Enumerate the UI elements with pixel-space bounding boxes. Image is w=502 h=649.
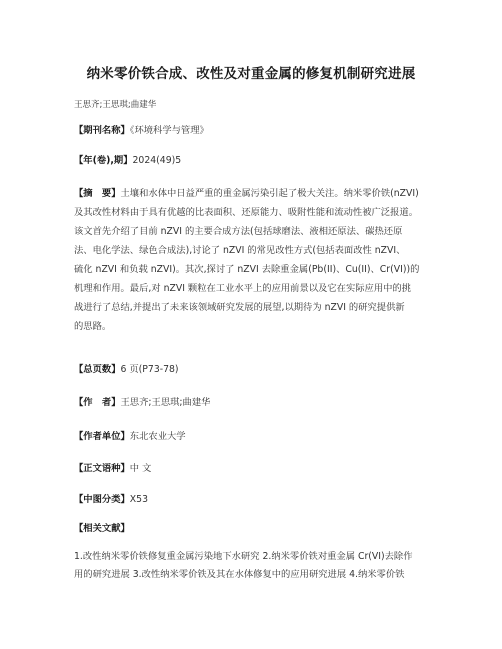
document-title: 纳米零价铁合成、改性及对重金属的修复机制研究进展 <box>86 66 416 82</box>
affiliation-field <box>74 430 186 444</box>
pages-label: 【总页数】 <box>74 364 121 375</box>
classification-value: X53 <box>129 494 148 505</box>
abstract-line: 机理和作用。最后,对 nZVI 颗粒在工业水平上的应用前景以及它在实际应用中的挑 <box>74 283 412 294</box>
journal-label: 【期刊名称】 <box>74 125 130 136</box>
year-issue-field <box>74 154 181 168</box>
abstract-text: 土壤和水体中日益严重的重金属污染引起了极大关注。纳米零价铁(nZVI) <box>120 188 419 199</box>
reference-line: 1.改性纳米零价铁修复重金属污染地下水研究 2.纳米零价铁对重金属 Cr(VI)去除作 <box>74 551 413 562</box>
language-value: 中 文 <box>129 463 152 474</box>
related-field <box>74 522 130 536</box>
reference-line: 用的研究进展 3.改性纳米零价铁及其在水体修复中的应用研究进展 4.纳米零价铁 <box>74 569 405 580</box>
abstract-line: 及其改性材料由于具有优越的比表面积、还原能力、吸附性能和流动性被广泛报道。 <box>74 207 418 218</box>
pages-field <box>74 363 179 377</box>
related-references <box>74 548 434 584</box>
authors-value: 王思齐;王思琪;曲建华 <box>120 397 211 408</box>
abstract-line <box>74 184 434 203</box>
abstract-line: 的思路。 <box>74 321 112 332</box>
classification-label: 【中图分类】 <box>74 494 130 505</box>
related-label: 【相关文献】 <box>74 523 130 534</box>
affiliation-label: 【作者单位】 <box>74 431 130 442</box>
year-issue-label: 【年(卷),期】 <box>74 155 133 166</box>
affiliation-value: 东北农业大学 <box>129 431 186 442</box>
year-issue-value: 2024(49)5 <box>132 155 182 166</box>
language-field <box>74 462 151 476</box>
language-label: 【正文语种】 <box>74 463 130 474</box>
abstract-line: 法、电化学法、绿色合成法),讨论了 nZVI 的常见改性方式(包括表面改性 nZVI、 <box>74 245 406 256</box>
journal-field <box>74 124 209 138</box>
authors-field <box>74 396 210 410</box>
abstract-line: 硫化 nZVI 和负载 nZVI)。其次,探讨了 nZVI 去除重金属(Pb(II)、Cu(II)、Cr(VI))的 <box>74 264 420 275</box>
pages-value: 6 页(P73-78) <box>120 364 179 375</box>
abstract-block <box>74 184 434 336</box>
abstract-label: 【摘 要】 <box>74 188 121 199</box>
authors-label: 【作 者】 <box>74 397 121 408</box>
abstract-line: 战进行了总结,并提出了未来该领域研究发展的展望,以期待为 nZVI 的研究提供新 <box>74 302 405 313</box>
authors-line: 王思齐;王思琪;曲建华 <box>74 100 157 110</box>
classification-field <box>74 493 148 507</box>
journal-value: 《环境科学与管理》 <box>129 125 209 136</box>
abstract-line: 该文首先介绍了目前 nZVI 的主要合成方法(包括球磨法、液相还原法、碳热还原 <box>74 226 403 237</box>
